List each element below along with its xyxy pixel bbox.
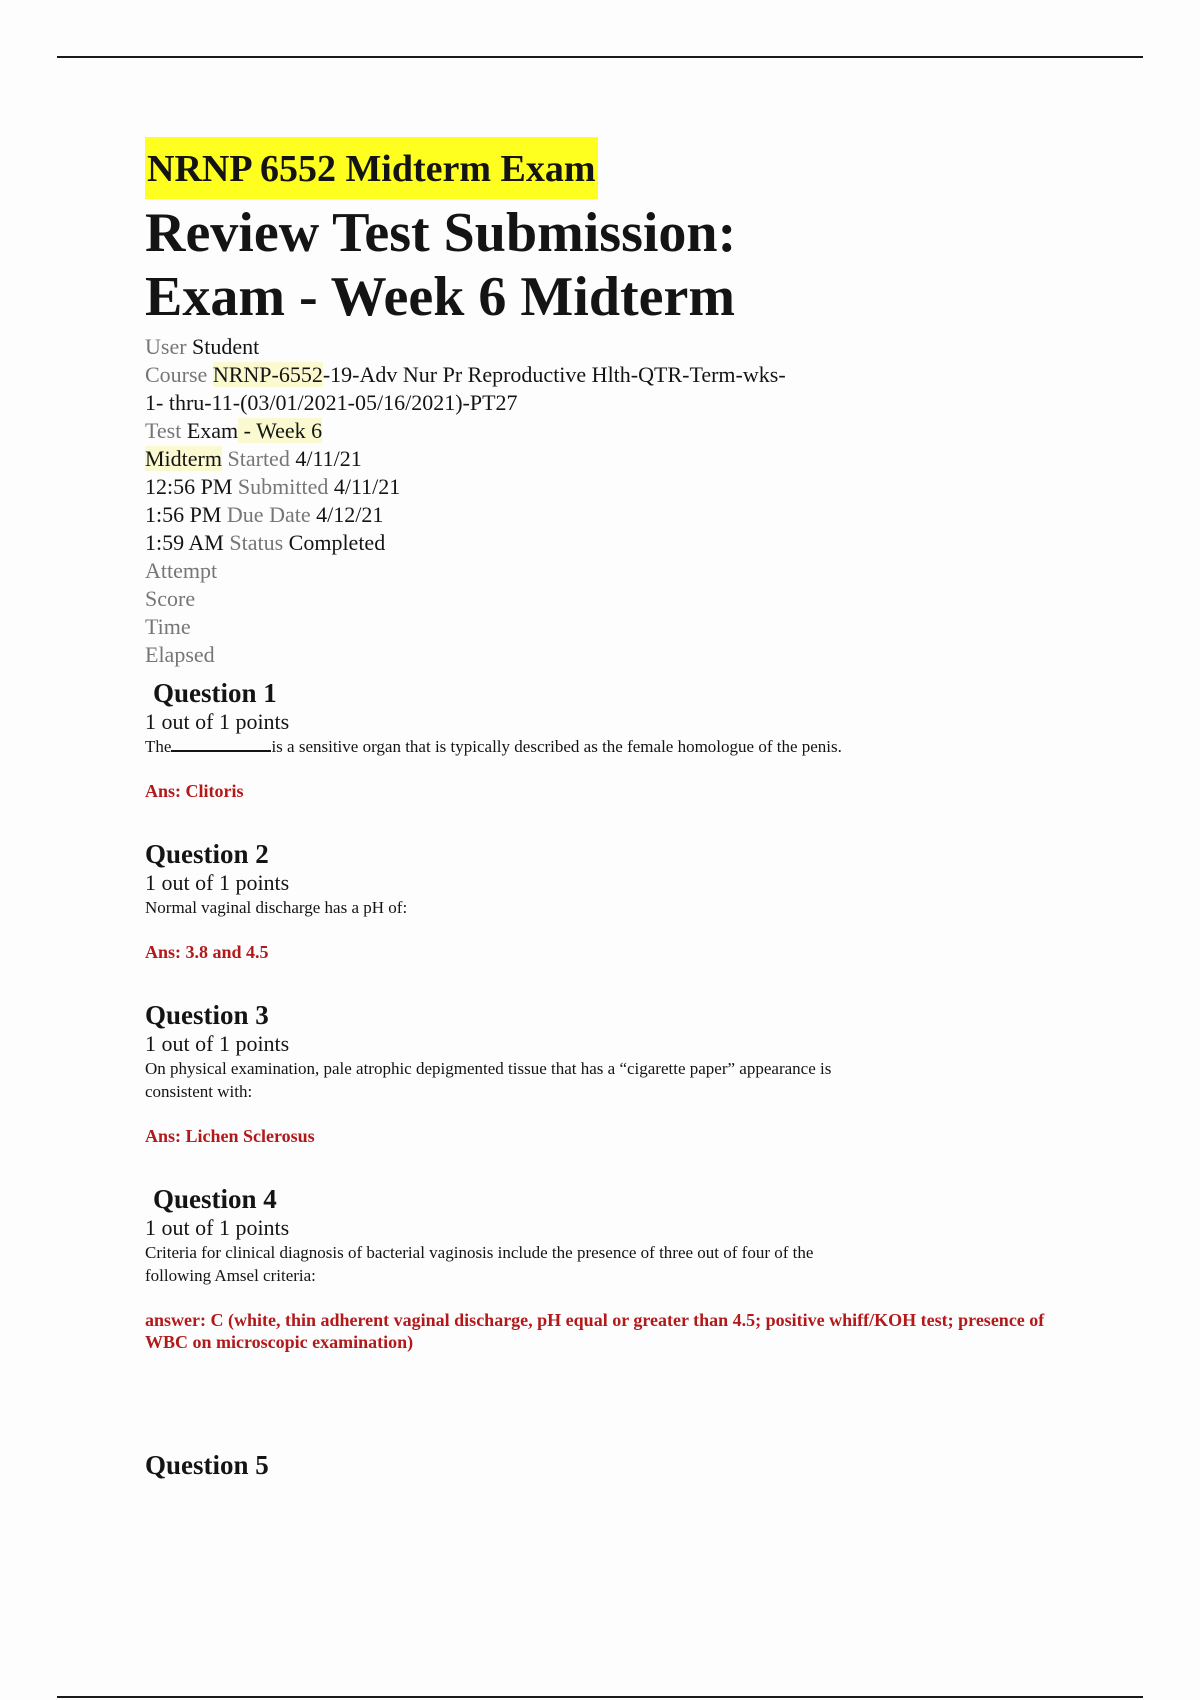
question-text-after: is a sensitive organ that is typically described as the female homologue of the penis.: [271, 737, 842, 756]
bottom-rule: [57, 1696, 1143, 1698]
test-row: [145, 417, 1075, 445]
submitted-date: 4/11/21: [333, 474, 401, 499]
time-elapsed-label-a: Time: [145, 614, 191, 639]
spacer: [145, 802, 1075, 830]
fill-in-blank: [171, 736, 271, 752]
status-row: [145, 529, 1075, 557]
attempt-score-label-b: Score: [145, 586, 196, 611]
answer-text: answer: C (white, thin adherent vaginal discharge, pH equal or greater than 4.5; positive whiff/KOH test; presence of WBC on microscopic examination): [145, 1310, 1045, 1352]
user-row: [145, 333, 1075, 361]
started-time: 12:56 PM: [145, 474, 233, 499]
status-label: Status: [229, 530, 284, 555]
started-label: Started: [227, 446, 290, 471]
page-title-line2: Exam - Week 6 Midterm: [145, 266, 735, 328]
test-value-b: - Week 6: [238, 418, 323, 443]
course-banner: NRNP 6552 Midterm Exam: [145, 137, 598, 199]
submitted-row: [145, 473, 1075, 501]
test-value-c: Midterm: [145, 446, 222, 471]
spacer: [145, 963, 1075, 991]
submission-details: [145, 333, 1075, 669]
question-points: 1 out of 1 points: [145, 1215, 290, 1240]
attempt-score-label-a: Attempt: [145, 558, 218, 583]
course-name: -19-Adv Nur Pr Reproductive Hlth-QTR-Term-wks-: [322, 362, 786, 387]
due-row: [145, 501, 1075, 529]
started-date: 4/11/21: [295, 446, 362, 471]
answer-text: Ans: 3.8 and 4.5: [145, 942, 269, 962]
top-rule: [57, 56, 1143, 58]
page-title: [145, 201, 1075, 329]
question-text: On physical examination, pale atrophic depigmented tissue that has a “cigarette paper” appearance is consistent with:: [145, 1059, 832, 1101]
spacer: [145, 1147, 1075, 1175]
status-value: Completed: [288, 530, 386, 555]
answer-text: Ans: Lichen Sclerosus: [145, 1126, 315, 1146]
question-points: 1 out of 1 points: [145, 870, 290, 895]
question-text: Normal vaginal discharge has a pH of:: [145, 898, 408, 917]
due-date: 4/12/21: [316, 502, 384, 527]
question-title: Question 3: [145, 1000, 269, 1030]
test-label: Test: [145, 418, 182, 443]
question-points: 1 out of 1 points: [145, 1031, 290, 1056]
test-value-a: Exam: [186, 418, 239, 443]
question-text: Criteria for clinical diagnosis of bacterial vaginosis include the presence of three out of four of the following Amsel criteria:: [145, 1243, 814, 1285]
question-block-3: [145, 999, 1075, 1147]
question-title: Question 5: [145, 1450, 269, 1480]
question-block-2: [145, 838, 1075, 963]
time-elapsed-label-b: Elapsed: [145, 642, 215, 667]
user-label: User: [145, 334, 187, 359]
course-row: [145, 361, 1075, 389]
due-time: 1:59 AM: [145, 530, 224, 555]
question-title: Question 1: [153, 678, 277, 708]
course-code: NRNP-6552: [212, 362, 323, 387]
course-row-continued: 1- thru-11-(03/01/2021-05/16/2021)-PT27: [145, 390, 518, 415]
question-block-5: [145, 1449, 1075, 1481]
user-value: Student: [192, 334, 260, 359]
question-text: [145, 735, 875, 758]
test-started-row: [145, 445, 1075, 473]
course-label: Course: [145, 362, 208, 387]
document-body: [145, 137, 1075, 1481]
submitted-time: 1:56 PM: [145, 502, 222, 527]
spacer: [145, 1353, 1075, 1441]
page-title-line1: Review Test Submission:: [145, 202, 737, 264]
answer-text: Ans: Clitoris: [145, 781, 244, 801]
question-text-before: The: [145, 737, 172, 756]
question-title: Question 4: [153, 1184, 277, 1214]
question-points: 1 out of 1 points: [145, 709, 290, 734]
due-label: Due Date: [226, 502, 311, 527]
submitted-label: Submitted: [237, 474, 329, 499]
question-title: Question 2: [145, 839, 269, 869]
question-block-1: [145, 677, 1075, 802]
question-block-4: [145, 1183, 1075, 1353]
